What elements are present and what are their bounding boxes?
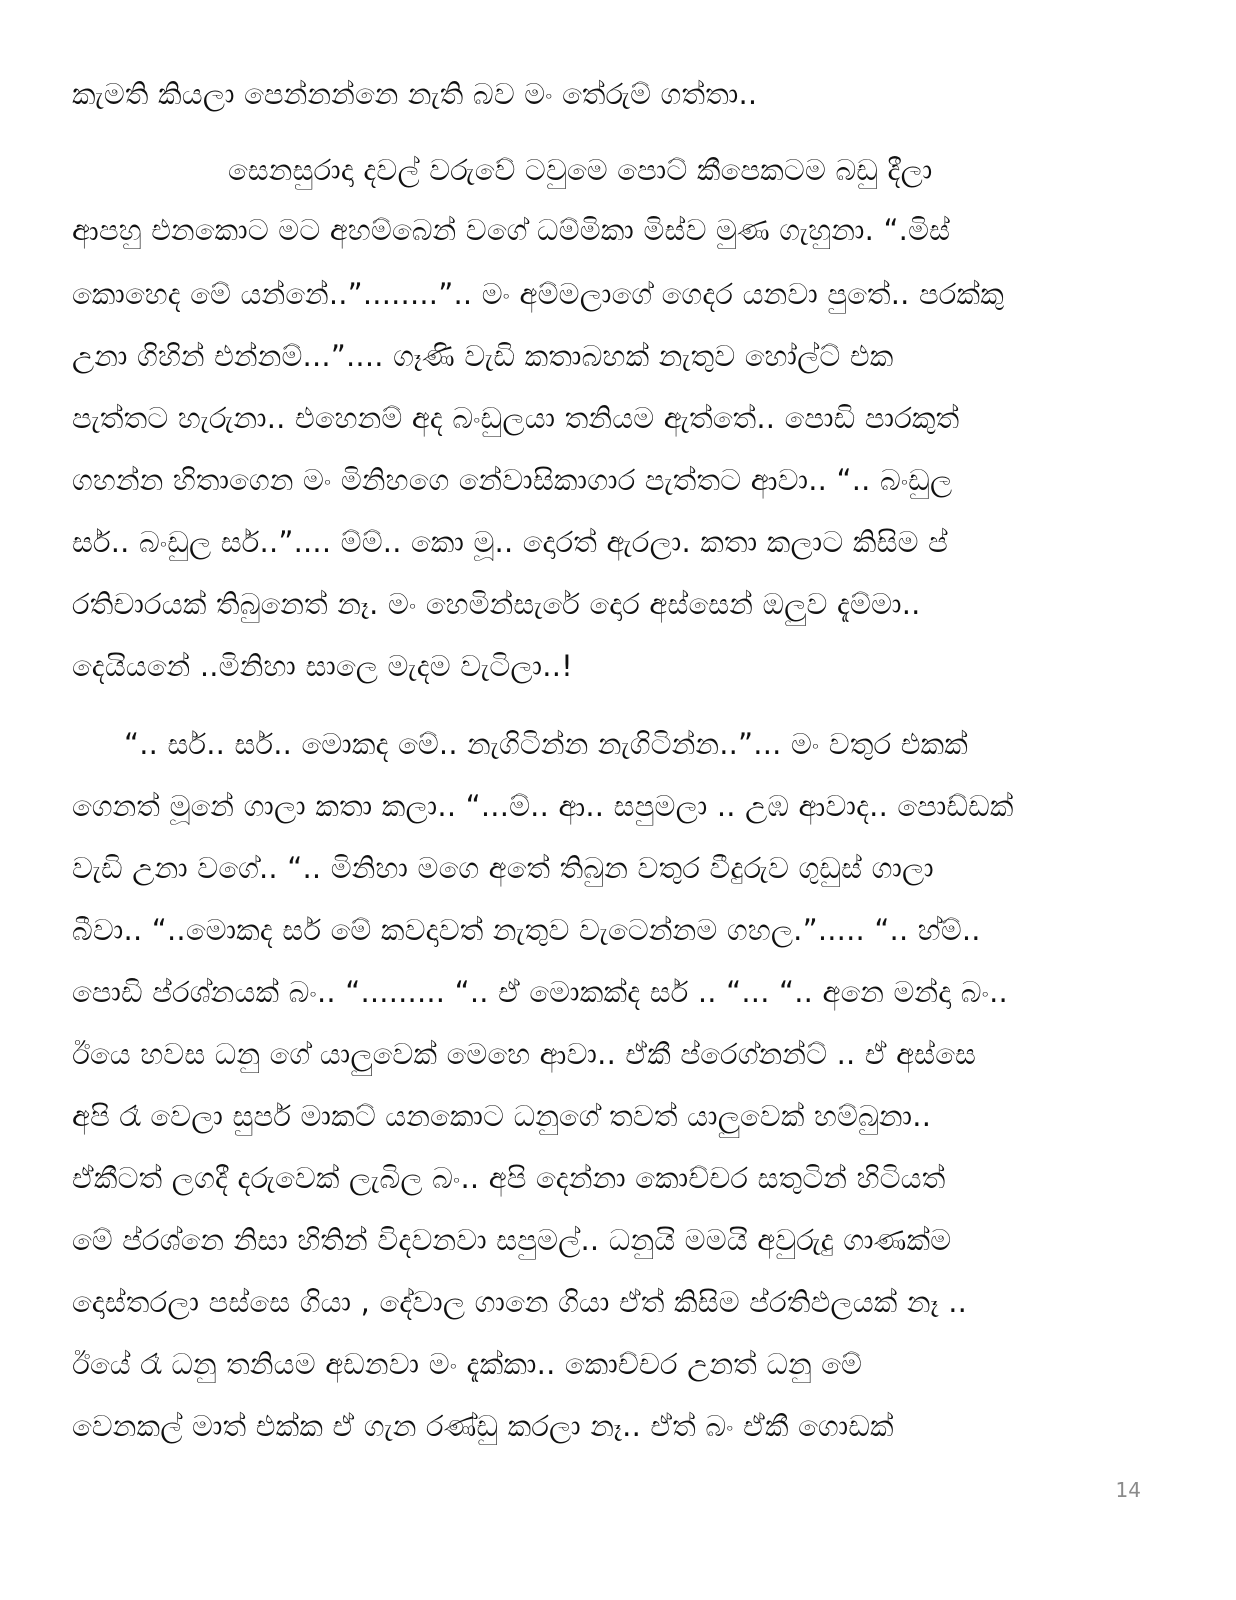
text-line: ඒකීටත් ලගදී දරුවෙක් ලැබිල බං.. අපි දෙන්නා කොච්චර සතුටින් හිටියත් (72, 1161, 946, 1195)
page-number: 14 (1115, 1478, 1141, 1502)
text-line: අපි රෑ වෙලා සුපර් මාකට් යනකොට ධනුගේ තවත් යාලුවෙක් හම්බුනා.. (72, 1099, 932, 1133)
text-line: වෙනකල් මාත් එක්ක ඒ ගැන රණ්ඩු කරලා නෑ.. ඒත් බං ඒකී ගොඩක් (72, 1409, 894, 1443)
text-line: කැමති කියලා පෙන්නන්නෙ නැති බව මං තේරුම් ගත්තා.. (72, 77, 758, 111)
text-line: දොස්තරලා පස්සෙ ගියා , දේවාල ගානෙ ගියා ඒත් කිසිම ප්රතිඵලයක් නෑ .. (72, 1285, 968, 1319)
text-line: මේ ප්රශ්නෙ නිසා හිතින් විදවනවා සපුමල්.. ධනුයි මමයි අවුරුදු ගාණක්ම (72, 1223, 952, 1257)
text-line: ගහන්න හිතාගෙන මං මිනිහගෙ නේවාසිකාගාර පැත්තට ආවා.. “.. බංඩුල (72, 463, 953, 497)
text-line: බීවා.. “..මොකද සර් මේ කවදාවත් නැතුව වැටෙන්නම ගහල.”..... “.. හ්ම්.. (72, 913, 981, 947)
text-line: ඊයෙ හවස ධනු ගේ යාලුවෙක් මෙහෙ ආවා.. ඒකී ප්රෙග්නන්ට් .. ඒ අස්සෙ (72, 1037, 977, 1071)
text-line: සර්.. බංඩුල සර්..”.... ම්ම්.. කො මූ.. දොරත් ඇරලා. කතා කලාට කිසිම ප් (72, 525, 948, 559)
text-line: රතිචාරයක් තිබුනෙත් නෑ. මං හෙමින්සැරේ දොර අස්සෙන් ඔලුව දැම්මා.. (72, 587, 921, 621)
text-line: ගෙනත් මූනේ ගාලා කතා කලා.. “...ම්.. ආ.. සපුමලා .. උඹ ආවාද.. පොඩ්ඩක් (72, 789, 1014, 823)
text-line: උනා ගිහින් එන්නම්...”.... ගෑණි වැඩි කතාබහක් නැතුව හෝල්ට් එක (72, 339, 894, 373)
text-line: කොහෙද මේ යන්නේ..”........”.. මං අම්මලාගේ ගෙදර යනවා පුතේ.. පරක්කු (72, 277, 1005, 311)
text-line: ආපහු එනකොට මට අහම්බෙන් වගේ ධම්මිකා මිස්ව මුණ ගැහුනා. “.මිස් (72, 213, 951, 247)
text-line: වැඩි උනා වගේ.. “.. මිනිහා මගෙ අතේ තිබුන වතුර වීදුරුව ගුඩුස් ගාලා (72, 851, 934, 885)
text-line: දෙයියනේ ..මිනිහා සාලෙ මැදම වැටිලා..! (72, 649, 573, 683)
text-line: පැත්තට හැරුනා.. එහෙනම් අද බංඩුලයා තනියම ඇත්තේ.. පොඩි පාරකුත් (72, 401, 960, 435)
text-line: සෙනසුරාදා දවල් වරුවේ ටවුමෙ පොට් කීපෙකටම බඩු දීලා (228, 153, 933, 187)
text-line: පොඩි ප්රශ්නයක් බං.. “......... “.. ඒ මොකක්ද සර් .. “... “.. අනෙ මන්දා බං.. (72, 975, 1008, 1009)
text-line: ඊයේ රෑ ධනු තනියම අඩනවා මං දැක්කා.. කොච්චර උනත් ධනු මේ (72, 1347, 863, 1381)
text-line: “.. සර්.. සර්.. මොකද මේ.. නැගිටින්න නැගිටින්න..”... මං වතුර එකක් (124, 727, 969, 761)
